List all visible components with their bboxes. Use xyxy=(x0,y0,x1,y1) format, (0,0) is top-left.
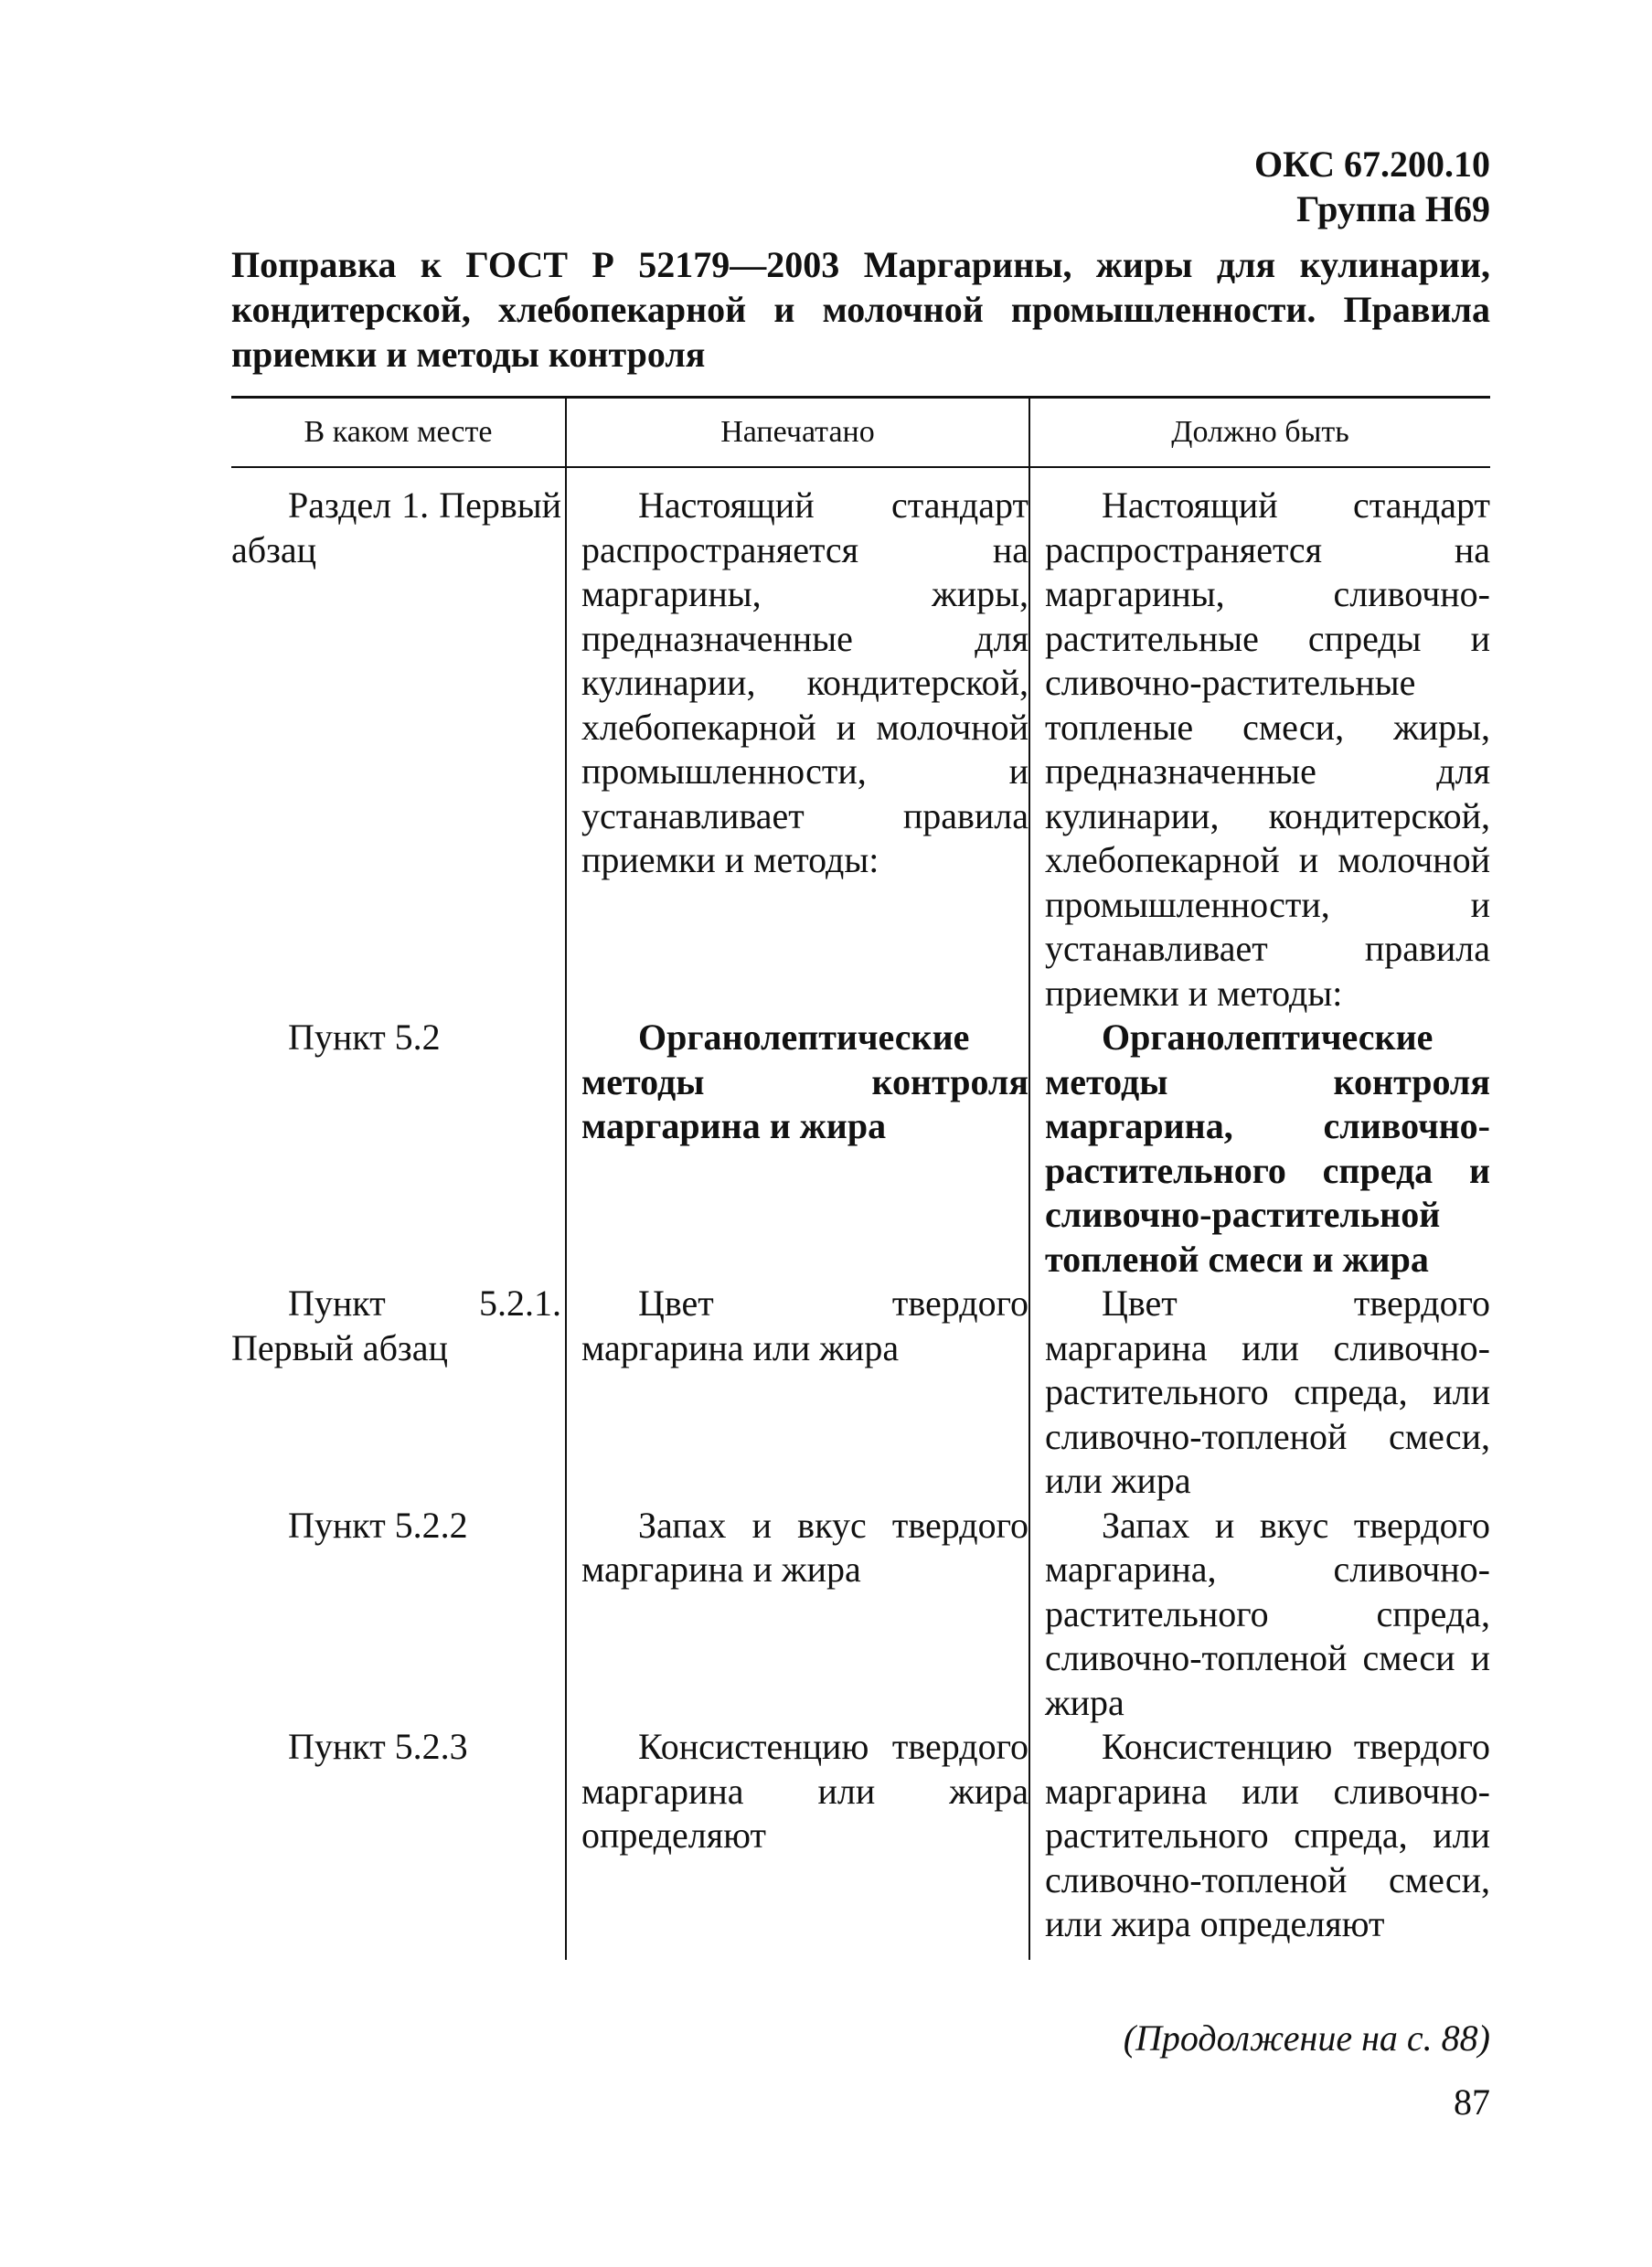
cell-printed-text: Органолептические методы контроля маргарина и жира xyxy=(581,1016,1029,1146)
oks-code: ОКС 67.200.10 xyxy=(1253,144,1490,185)
cell-printed-text: Цвет твердого маргарина или жира xyxy=(581,1283,1029,1368)
cell-correct xyxy=(1029,1725,1490,1960)
table-row xyxy=(231,1504,1490,1726)
cell-place-text: Пункт 5.2 xyxy=(288,1016,441,1058)
cell-correct xyxy=(1029,1504,1490,1726)
table-row xyxy=(231,1016,1490,1282)
cell-correct xyxy=(1029,467,1490,1016)
cell-place xyxy=(231,1282,566,1504)
cell-place-text: Пункт 5.2.3 xyxy=(288,1726,468,1767)
table-row xyxy=(231,467,1490,1016)
column-header-correct: Должно быть xyxy=(1029,398,1490,468)
cell-printed-text: Запах и вкус твердого маргарина и жира xyxy=(581,1504,1029,1590)
table-body xyxy=(231,467,1490,1960)
cell-printed-text: Настоящий стандарт распространяется на маргарины, жиры, предназначенные для кулинарии, кондитерской, хлебопекарной и молочной промышленности, и устанавливает правила приемки и методы: xyxy=(581,484,1029,880)
cell-correct xyxy=(1029,1016,1490,1282)
cell-printed xyxy=(566,467,1029,1016)
group-code: Группа Н69 xyxy=(1296,188,1490,229)
cell-place-text: Пункт 5.2.2 xyxy=(288,1504,468,1546)
cell-printed xyxy=(566,1282,1029,1504)
table-header-row xyxy=(231,398,1490,468)
cell-place xyxy=(231,1725,566,1960)
cell-printed-text: Консистенцию твердого маргарина или жира определяют xyxy=(581,1726,1029,1856)
table-row xyxy=(231,1282,1490,1504)
cell-printed xyxy=(566,1504,1029,1726)
column-header-printed: Напечатано xyxy=(566,398,1029,468)
document-title: Поправка к ГОСТ Р 52179—2003 Маргарины, жиры для кулинарии, кондитерской, хлебопекарной и молочной промышленности. Правила приемки и методы контроля xyxy=(231,244,1490,375)
continuation-note: (Продолжение на с. 88) xyxy=(1123,2017,1490,2059)
column-header-place: В каком месте xyxy=(304,415,493,449)
cell-correct-text: Цвет твердого маргарина или сливочно-растительного спреда, или сливочно-топленой смеси, или жира xyxy=(1045,1283,1490,1501)
cell-correct-text: Настоящий стандарт распространяется на маргарины, сливочно-растительные спреды и сливочно-растительные топленые смеси, жиры, предназначенные для кулинарии, кондитерской, хлебопекарной и молочной промышленности, и устанавливает правила приемки и методы: xyxy=(1045,484,1490,1014)
page-number: 87 xyxy=(1454,2081,1490,2123)
cell-place-text: Раздел 1. Первый абзац xyxy=(231,484,561,570)
cell-printed xyxy=(566,1016,1029,1282)
cell-place xyxy=(231,1016,566,1282)
cell-place-text: Пункт 5.2.1. Первый абзац xyxy=(231,1283,561,1368)
cell-correct xyxy=(1029,1282,1490,1504)
cell-correct-text: Запах и вкус твердого маргарина, сливочно-растительного спреда, сливочно-топленой смеси и жира xyxy=(1045,1504,1490,1723)
cell-correct-text: Консистенцию твердого маргарина или сливочно-растительного спреда, или сливочно-топленой смеси, или жира определяют xyxy=(1045,1726,1490,1944)
cell-place xyxy=(231,1504,566,1726)
classification-header xyxy=(1254,142,1490,231)
cell-place xyxy=(231,467,566,1016)
cell-printed xyxy=(566,1725,1029,1960)
corrections-table xyxy=(231,396,1490,1960)
cell-correct-text: Органолептические методы контроля маргарина, сливочно-растительного спреда и сливочно-растительной топленой смеси и жира xyxy=(1045,1016,1490,1280)
table-row xyxy=(231,1725,1490,1960)
